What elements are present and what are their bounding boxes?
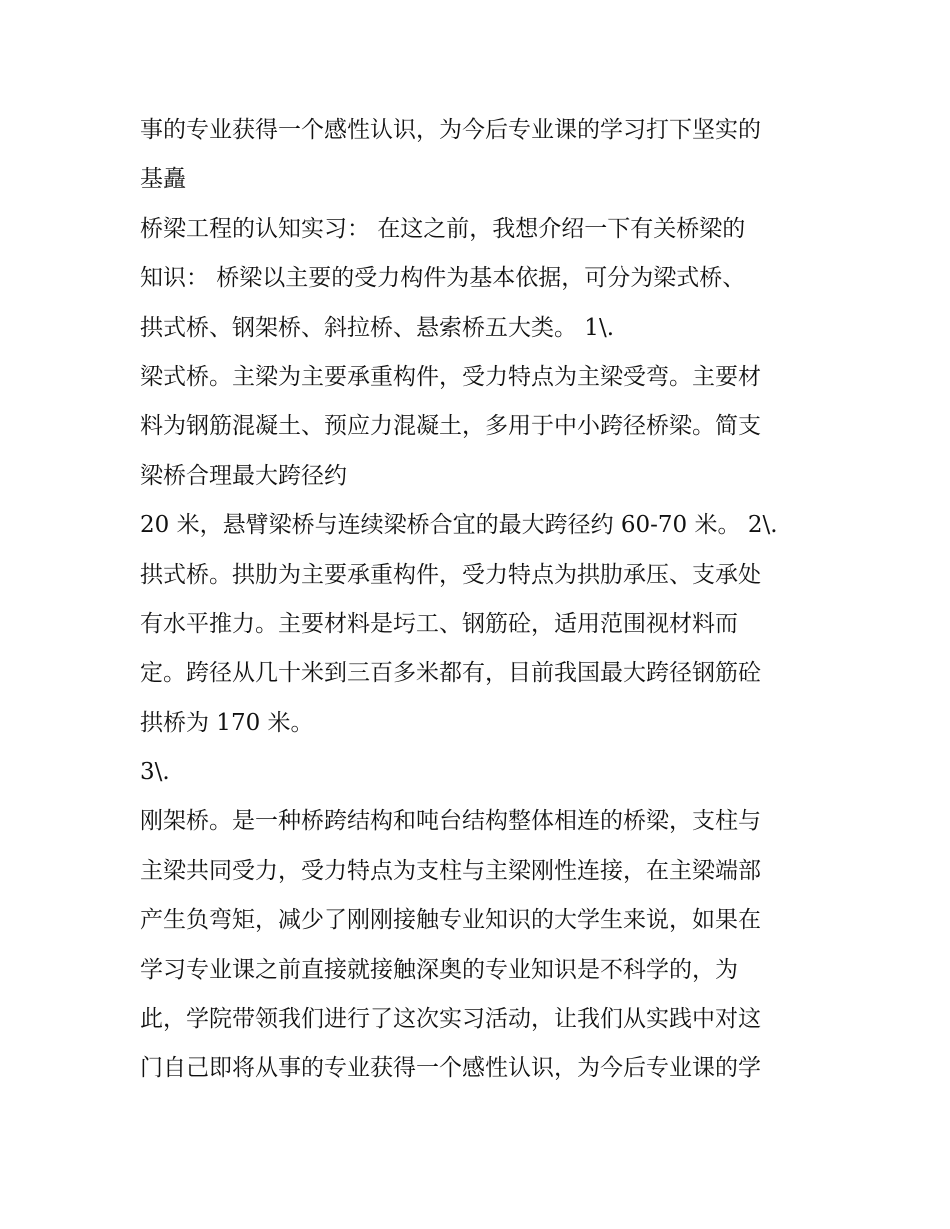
text-line-4: 知识： 桥梁以主要的受力构件为基本依据，可分为梁式桥、 bbox=[140, 265, 746, 292]
text-line-17: 产生负弯矩，减少了刚刚接触专业知识的大学生来说，如果在 bbox=[140, 907, 761, 934]
text-line-1: 事的专业获得一个感性认识，为今后专业课的学习打下坚实的 bbox=[140, 117, 761, 143]
text-line-16: 主梁共同受力，受力特点为支柱与主梁刚性连接，在主梁端部 bbox=[140, 857, 761, 884]
text-line-3: 桥梁工程的认知实习： 在这之前，我想介绍一下有关桥梁的 bbox=[140, 215, 746, 242]
text-line-11: 有水平推力。主要材料是圬工、钢筋砼，适用范围视材料而 bbox=[140, 610, 738, 637]
body-text bbox=[140, 106, 830, 1094]
text-line-14: 3\. bbox=[140, 759, 170, 786]
text-line-12: 定。跨径从几十米到三百多米都有，目前我国最大跨径钢筋砼 bbox=[140, 660, 761, 687]
text-line-13: 拱桥为 170 米。 bbox=[140, 709, 314, 736]
text-line-7: 料为钢筋混凝土、预应力混凝土，多用于中小跨径桥梁。简支 bbox=[140, 413, 761, 440]
text-line-6: 梁式桥。主梁为主要承重构件，受力特点为主梁受弯。主要材 bbox=[140, 363, 761, 390]
text-line-19: 此，学院带领我们进行了这次实习活动，让我们从实践中对这 bbox=[140, 1006, 761, 1033]
text-line-8: 梁桥合理最大跨径约 bbox=[140, 462, 347, 489]
text-line-5: 拱式桥、钢架桥、斜拉桥、悬索桥五大类。 1\. bbox=[140, 314, 615, 341]
text-line-9: 20 米，悬臂梁桥与连续梁桥合宜的最大跨径约 60-70 米。 2\. bbox=[140, 512, 778, 539]
text-line-2: 基矗 bbox=[140, 166, 186, 193]
text-line-20: 门自己即将从事的专业获得一个感性认识，为今后专业课的学 bbox=[140, 1055, 761, 1082]
text-line-15: 刚架桥。是一种桥跨结构和吨台结构整体相连的桥梁，支柱与 bbox=[140, 808, 761, 835]
text-line-18: 学习专业课之前直接就接触深奥的专业知识是不科学的，为 bbox=[140, 956, 738, 983]
text-line-10: 拱式桥。拱肋为主要承重构件，受力特点为拱肋承压、支承处 bbox=[140, 561, 761, 588]
